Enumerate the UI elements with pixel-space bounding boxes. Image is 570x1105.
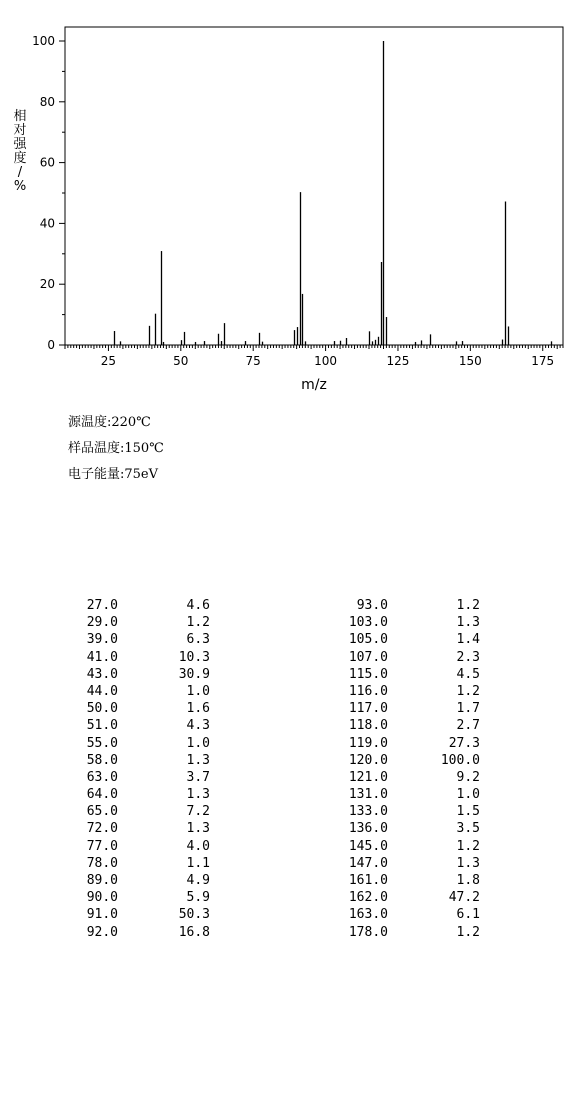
intensity-cell: 1.2 (456, 683, 480, 699)
table-row (60, 752, 220, 769)
intensity-cell: 1.1 (186, 855, 210, 871)
y-tick-label: 60 (39, 155, 55, 170)
mz-cell: 44.0 (86, 683, 118, 699)
table-row (60, 717, 220, 734)
table-row (60, 820, 220, 837)
mz-cell: 51.0 (86, 718, 118, 734)
intensity-cell: 4.3 (186, 718, 210, 734)
table-row (330, 769, 490, 786)
mz-cell: 145.0 (348, 838, 388, 854)
intensity-cell: 1.5 (456, 804, 480, 820)
table-row (60, 683, 220, 700)
x-tick-label: 100 (314, 354, 338, 368)
x-tick-label: 125 (386, 354, 410, 368)
mz-cell: 105.0 (348, 632, 388, 648)
mz-cell: 147.0 (348, 855, 388, 871)
mz-cell: 133.0 (348, 804, 388, 820)
intensity-cell: 6.1 (456, 907, 480, 923)
intensity-cell: 47.2 (448, 890, 480, 906)
mz-cell: 93.0 (356, 598, 388, 613)
mz-cell: 116.0 (348, 683, 388, 699)
intensity-cell: 1.3 (186, 821, 210, 837)
intensity-cell: 1.2 (456, 838, 480, 854)
intensity-cell: 1.0 (186, 735, 210, 751)
intensity-cell: 1.2 (456, 598, 480, 613)
mz-cell: 120.0 (348, 752, 388, 768)
intensity-cell: 2.3 (456, 649, 480, 665)
mz-cell: 41.0 (86, 649, 118, 665)
table-row (330, 717, 490, 734)
mz-cell: 121.0 (348, 769, 388, 785)
table-row (330, 889, 490, 906)
intensity-cell: 4.6 (186, 598, 210, 613)
mz-cell: 117.0 (348, 701, 388, 717)
intensity-cell: 1.3 (186, 752, 210, 768)
spectrum-peaks (115, 41, 552, 345)
table-row (330, 803, 490, 820)
table-row (330, 735, 490, 752)
table-row (60, 838, 220, 855)
intensity-cell: 16.8 (178, 924, 210, 940)
mz-cell: 43.0 (86, 666, 118, 682)
mz-cell: 91.0 (86, 907, 118, 923)
mz-cell: 39.0 (86, 632, 118, 648)
y-tick-label: 80 (39, 94, 55, 109)
intensity-cell: 3.5 (456, 821, 480, 837)
table-row (330, 597, 490, 614)
table-row (60, 855, 220, 872)
x-tick-label: 25 (100, 354, 117, 368)
x-tick-label: 175 (531, 354, 555, 368)
mz-cell: 29.0 (86, 615, 118, 631)
mz-cell: 131.0 (348, 787, 388, 803)
table-row (60, 631, 220, 648)
mz-cell: 136.0 (348, 821, 388, 837)
peak-table-left (60, 597, 220, 941)
mz-cell: 77.0 (86, 838, 118, 854)
table-row (330, 872, 490, 889)
table-row (330, 906, 490, 923)
condition-electron-energy: 电子能量:75eV (68, 467, 159, 482)
mz-cell: 103.0 (348, 615, 388, 631)
intensity-cell: 4.9 (186, 873, 210, 888)
x-minor-ticks (65, 345, 563, 351)
mz-cell: 78.0 (86, 855, 118, 871)
y-tick-label: 40 (39, 216, 55, 231)
table-row (60, 872, 220, 889)
table-row (330, 666, 490, 683)
y-tick-label: 100 (32, 34, 55, 48)
table-row (60, 614, 220, 631)
intensity-cell: 1.0 (456, 787, 480, 803)
y-axis-label: 相对强度/ % (13, 109, 27, 194)
intensity-cell: 1.3 (456, 855, 480, 871)
mz-cell: 107.0 (348, 649, 388, 665)
table-row (60, 769, 220, 786)
mz-cell: 118.0 (348, 718, 388, 734)
mz-cell: 65.0 (86, 804, 118, 820)
x-axis-ticks (101, 354, 554, 368)
x-axis-label: m/z (301, 377, 327, 393)
intensity-cell: 1.7 (456, 701, 480, 717)
intensity-cell: 7.2 (186, 804, 210, 820)
condition-source-temp: 源温度:220℃ (68, 415, 151, 430)
table-row (330, 924, 490, 941)
intensity-cell: 30.9 (178, 666, 210, 682)
intensity-cell: 1.4 (456, 632, 480, 648)
mz-cell: 90.0 (86, 890, 118, 906)
table-row (330, 631, 490, 648)
mz-cell: 92.0 (86, 924, 118, 940)
table-row (60, 906, 220, 923)
mz-cell: 89.0 (86, 873, 118, 888)
table-row (60, 649, 220, 666)
mz-cell: 72.0 (86, 821, 118, 837)
intensity-cell: 1.3 (186, 787, 210, 803)
table-row (330, 752, 490, 769)
condition-sample-temp: 样品温度:150℃ (68, 441, 164, 456)
table-row (330, 838, 490, 855)
table-row (330, 820, 490, 837)
y-axis-ticks (32, 34, 65, 352)
intensity-cell: 4.0 (186, 838, 210, 854)
x-tick-label: 50 (173, 354, 189, 368)
intensity-cell: 2.7 (456, 718, 480, 734)
intensity-cell: 6.3 (186, 632, 210, 648)
table-row (60, 786, 220, 803)
peak-table-right (330, 597, 490, 941)
table-row (330, 855, 490, 872)
plot-frame (65, 27, 563, 345)
table-row (60, 924, 220, 941)
intensity-cell: 1.2 (456, 924, 480, 940)
intensity-cell: 1.8 (456, 873, 480, 888)
mz-cell: 115.0 (348, 666, 388, 682)
table-row (60, 803, 220, 820)
table-row (60, 735, 220, 752)
mz-cell: 178.0 (348, 924, 388, 940)
intensity-cell: 1.6 (186, 701, 210, 717)
mz-cell: 161.0 (348, 873, 388, 888)
y-tick-label: 20 (39, 277, 55, 292)
intensity-cell: 1.2 (186, 615, 210, 631)
mz-cell: 119.0 (348, 735, 388, 751)
intensity-cell: 1.3 (456, 615, 480, 631)
mass-spectrum-chart (0, 0, 570, 400)
table-row (60, 666, 220, 683)
table-row (60, 889, 220, 906)
mz-cell: 162.0 (348, 890, 388, 906)
table-row (60, 597, 220, 614)
intensity-cell: 3.7 (186, 769, 210, 785)
mz-cell: 27.0 (86, 598, 118, 613)
table-row (330, 649, 490, 666)
x-tick-label: 75 (245, 354, 261, 368)
mz-cell: 163.0 (348, 907, 388, 923)
mz-cell: 63.0 (86, 769, 118, 785)
x-tick-label: 150 (458, 354, 482, 368)
table-row (330, 683, 490, 700)
table-row (330, 614, 490, 631)
mz-cell: 64.0 (86, 787, 118, 803)
y-tick-label: 0 (47, 338, 55, 352)
mz-cell: 50.0 (86, 701, 118, 717)
intensity-cell: 10.3 (178, 649, 210, 665)
table-row (330, 700, 490, 717)
intensity-cell: 50.3 (178, 907, 210, 923)
mz-cell: 58.0 (86, 752, 118, 768)
table-row (330, 786, 490, 803)
intensity-cell: 1.0 (186, 683, 210, 699)
intensity-cell: 9.2 (456, 769, 480, 785)
mz-cell: 55.0 (86, 735, 118, 751)
intensity-cell: 4.5 (456, 666, 480, 682)
intensity-cell: 5.9 (186, 890, 210, 906)
table-row (60, 700, 220, 717)
intensity-cell: 100.0 (440, 752, 480, 768)
intensity-cell: 27.3 (448, 735, 480, 751)
